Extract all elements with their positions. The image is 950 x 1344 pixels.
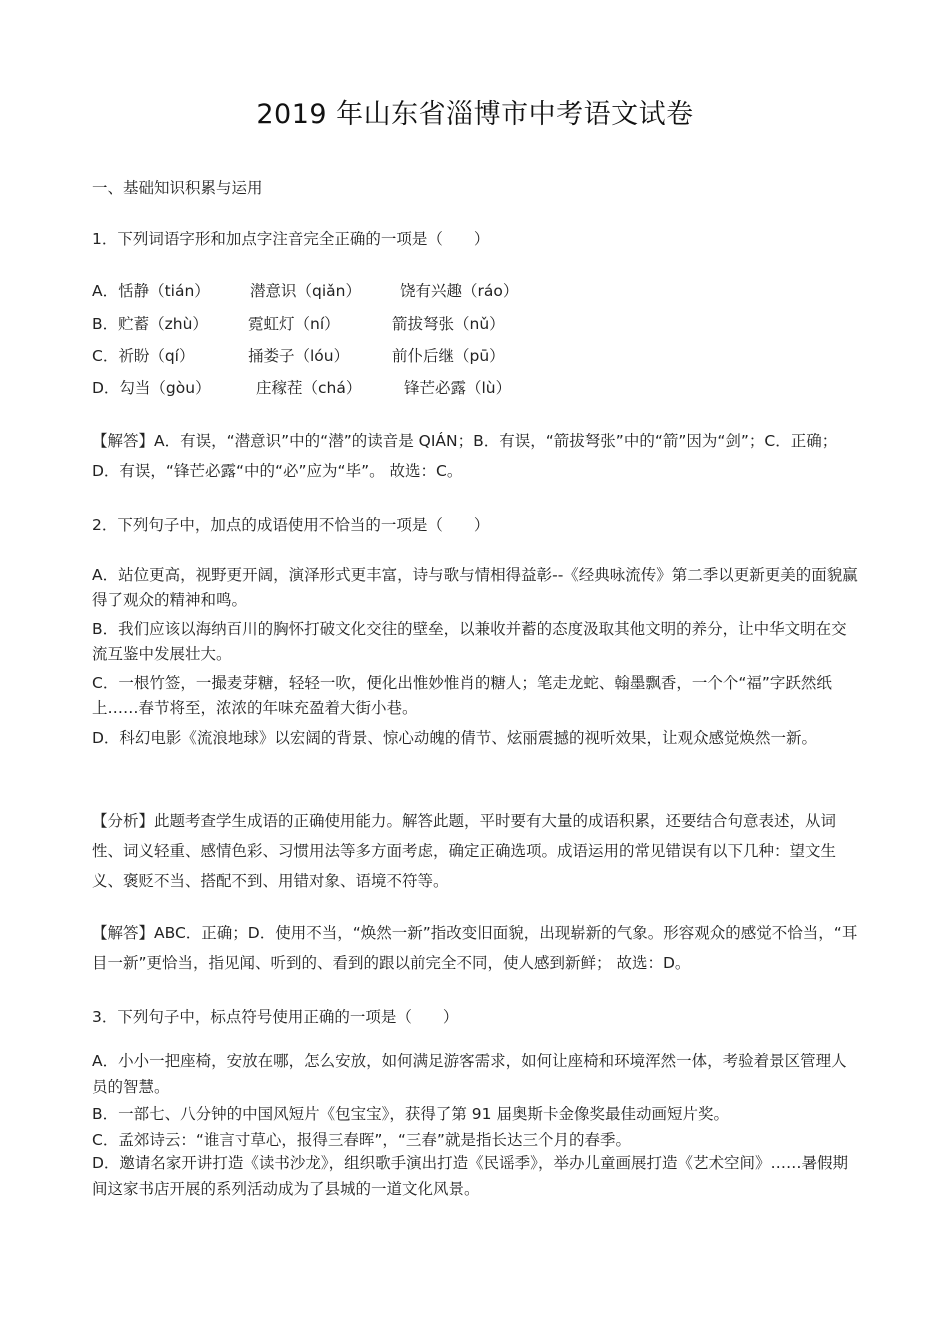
q3-option-b: B．一部七、八分钟的中国风短片《包宝宝》，获得了第 91 届奥斯卡金像奖最佳动画短片奖。 bbox=[92, 1105, 729, 1123]
q1-option-a-2: 潜意识（qiǎn） bbox=[250, 282, 361, 300]
q3-option-a: A．小小一把座椅，安放在哪，怎么安放，如何满足游客需求，如何让座椅和环境浑然一体，考验着景区管理人员的智慧。 bbox=[92, 1052, 847, 1096]
q1-option-a-1: A．恬静（tián） bbox=[92, 282, 210, 300]
section-heading: 一、基础知识积累与运用 bbox=[92, 179, 263, 197]
q2-option-c: C．一根竹签，一撮麦芽糖，轻轻一吹，便化出惟妙惟肖的糖人；笔走龙蛇、翰墨飘香，一个个“福”字跃然纸上……春节将至，浓浓的年味充盈着大街小巷。 bbox=[92, 674, 832, 717]
q1-option-d-3: 锋芒必露（lù） bbox=[404, 379, 512, 397]
q1-option-a-3: 饶有兴趣（ráo） bbox=[400, 282, 519, 300]
question-3-stem: 3．下列句子中，标点符号使用正确的一项是（ ） bbox=[92, 1008, 459, 1026]
q1-answer: 【解答】A．有误，“潜意识”中的“潜”的读音是 QIÁN；B．有误，“箭拔弩张”中的“箭”因为“剑”；C．正确；D．有误，“锋芒必露“中的“必”应为“毕”。 故选：C。 bbox=[92, 432, 838, 480]
q3-option-c: C．孟郊诗云：“谁言寸草心，报得三春晖”，“三春”就是指长达三个月的春季。 bbox=[92, 1131, 631, 1149]
q1-option-c-1: C．祈盼（qí） bbox=[92, 347, 195, 365]
page-title: 2019 年山东省淄博市中考语文试卷 bbox=[256, 99, 694, 130]
question-1-stem: 1．下列词语字形和加点字注音完全正确的一项是（ ） bbox=[92, 230, 490, 248]
q1-option-d-2: 庄稼茬（chá） bbox=[256, 379, 362, 397]
q2-option-b: B．我们应该以海纳百川的胸怀打破文化交往的壁垒，以兼收并蓄的态度汲取其他文明的养分，让中华文明在交流互鉴中发展壮大。 bbox=[92, 620, 847, 663]
q2-analysis: 【分析】此题考查学生成语的正确使用能力。解答此题，平时要有大量的成语积累，还要结合句意表述，从词性、词义轻重、感情色彩、习惯用法等多方面考虑，确定正确选项。成语运用的常见错误有以下几种：望文生义、褒贬不当、搭配不到、用错对象、语境不符等。 bbox=[92, 812, 837, 890]
q2-option-d: D．科幻电影《流浪地球》以宏阔的背景、惊心动魄的倩节、炫丽震撼的视听效果，让观众感觉焕然一新。 bbox=[92, 729, 817, 747]
q3-option-d: D．邀请名家开讲打造《读书沙龙》，组织歌手演出打造《民谣季》，举办儿童画展打造《艺术空间》……暑假期间这家书店开展的系列活动成为了县城的一道文化风景。 bbox=[92, 1154, 848, 1198]
question-2-stem: 2．下列句子中，加点的成语使用不恰当的一项是（ ） bbox=[92, 516, 490, 534]
q2-option-a: A．站位更高，视野更开阔，演泽形式更丰富，诗与歌与情相得益彰--《经典咏流传》第二季以更新更美的面貌赢得了观众的精神和鸣。 bbox=[92, 566, 858, 609]
q2-answer: 【解答】ABC．正确；D．使用不当，“焕然一新”指改变旧面貌，出现崭新的气象。形容观众的感觉不恰当，“耳目一新”更恰当，指见闻、听到的、看到的跟以前完全不同，使人感到新鲜； 故选：D。 bbox=[92, 924, 858, 972]
q1-option-c-2: 捅娄子（lóu） bbox=[248, 347, 350, 365]
q1-option-b-1: B．贮蓄（zhù） bbox=[92, 315, 208, 333]
q1-option-d-1: D．勾当（gòu） bbox=[92, 379, 211, 397]
q1-option-b-3: 箭拔弩张（nǔ） bbox=[392, 315, 505, 333]
q1-option-c-3: 前仆后继（pū） bbox=[392, 347, 505, 365]
q1-option-b-2: 霓虹灯（ní） bbox=[248, 315, 340, 333]
